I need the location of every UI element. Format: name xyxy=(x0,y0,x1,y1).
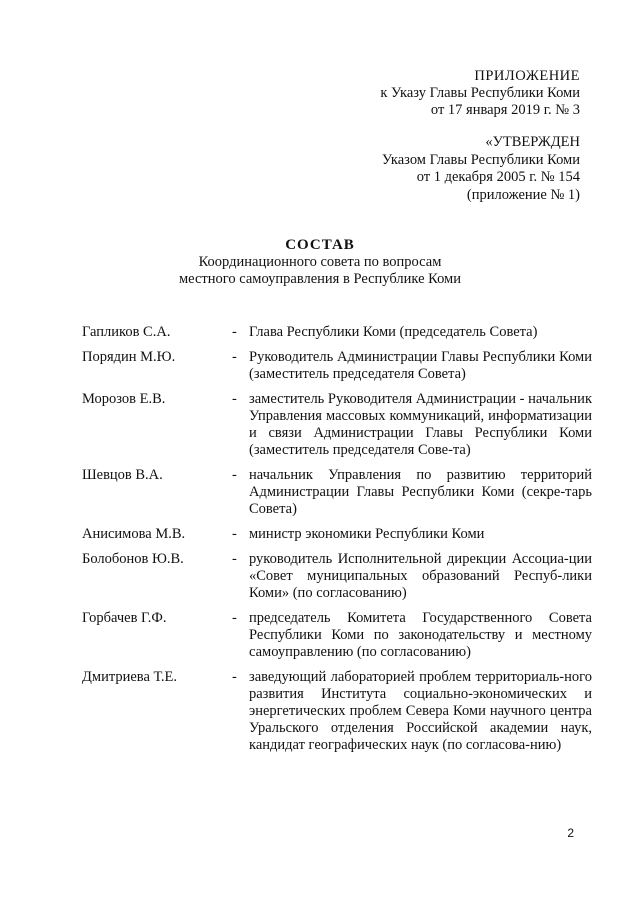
approved-header xyxy=(382,134,580,204)
member-dash: - xyxy=(232,669,237,685)
approved-title: «УТВЕРЖДЕН xyxy=(485,134,580,150)
attachment-header xyxy=(380,68,580,119)
member-row xyxy=(82,324,592,341)
member-name: Гапликов С.А. xyxy=(82,324,171,340)
document-subtitle-line1: Координационного совета по вопросам xyxy=(198,254,442,270)
member-row xyxy=(82,467,592,518)
member-role: заместитель Руководителя Администрации - начальник Управления массовых коммуникаций, информатизации и связи Администрации Главы Республики Коми (заместитель председателя Сове-та) xyxy=(249,391,592,458)
document-title-block xyxy=(0,236,640,288)
document-title: СОСТАВ xyxy=(285,237,355,253)
member-name: Дмитриева Т.Е. xyxy=(82,669,178,685)
member-name: Порядин М.Ю. xyxy=(82,349,176,365)
member-dash: - xyxy=(232,610,237,626)
approved-decree-line: Указом Главы Республики Коми xyxy=(381,151,580,168)
member-name: Горбачев Г.Ф. xyxy=(82,610,167,626)
member-dash: - xyxy=(232,349,237,365)
member-name: Болобонов Ю.В. xyxy=(82,551,184,567)
member-role: председатель Комитета Государственного Совета Республики Коми по законодательству и местному самоуправлению (по согласованию) xyxy=(249,610,592,660)
member-row xyxy=(82,526,592,543)
member-role: министр экономики Республики Коми xyxy=(249,526,485,542)
attachment-decree-line: к Указу Главы Республики Коми xyxy=(380,85,580,101)
page-number: 2 xyxy=(567,826,574,840)
member-role: Руководитель Администрации Главы Республики Коми (заместитель председателя Совета) xyxy=(249,349,592,382)
member-name: Морозов Е.В. xyxy=(82,391,166,407)
attachment-title: ПРИЛОЖЕНИЕ xyxy=(474,68,580,84)
member-dash: - xyxy=(232,526,237,542)
member-dash: - xyxy=(232,324,237,340)
approved-date-line: от 1 декабря 2005 г. № 154 xyxy=(416,169,580,185)
member-dash: - xyxy=(232,467,237,483)
attachment-date-line: от 17 января 2019 г. № 3 xyxy=(430,102,580,118)
member-row xyxy=(82,391,592,459)
member-row xyxy=(82,551,592,602)
members-list xyxy=(82,324,592,762)
member-row xyxy=(82,349,592,383)
member-row xyxy=(82,669,592,754)
member-dash: - xyxy=(232,391,237,407)
member-role: Глава Республики Коми (председатель Совета) xyxy=(249,324,538,340)
member-name: Анисимова М.В. xyxy=(82,526,186,542)
approved-appendix-line: (приложение № 1) xyxy=(466,186,580,203)
member-row xyxy=(82,610,592,661)
member-role: заведующий лабораторией проблем территориаль-ного развития Института социально-экономических и энергетических проблем Севера Коми научного центра Уральского отделения Российской академии наук, кандидат географических наук (по согласова-нию) xyxy=(249,669,592,753)
member-dash: - xyxy=(232,551,237,567)
member-role: руководитель Исполнительной дирекции Ассоциа-ции «Совет муниципальных образований Респуб-лики Коми» (по согласованию) xyxy=(249,551,592,601)
member-name: Шевцов В.А. xyxy=(82,467,163,483)
member-role: начальник Управления по развитию территорий Администрации Главы Республики Коми (секре-тарь Совета) xyxy=(249,467,592,517)
document-subtitle-line2: местного самоуправления в Республике Коми xyxy=(179,271,461,287)
